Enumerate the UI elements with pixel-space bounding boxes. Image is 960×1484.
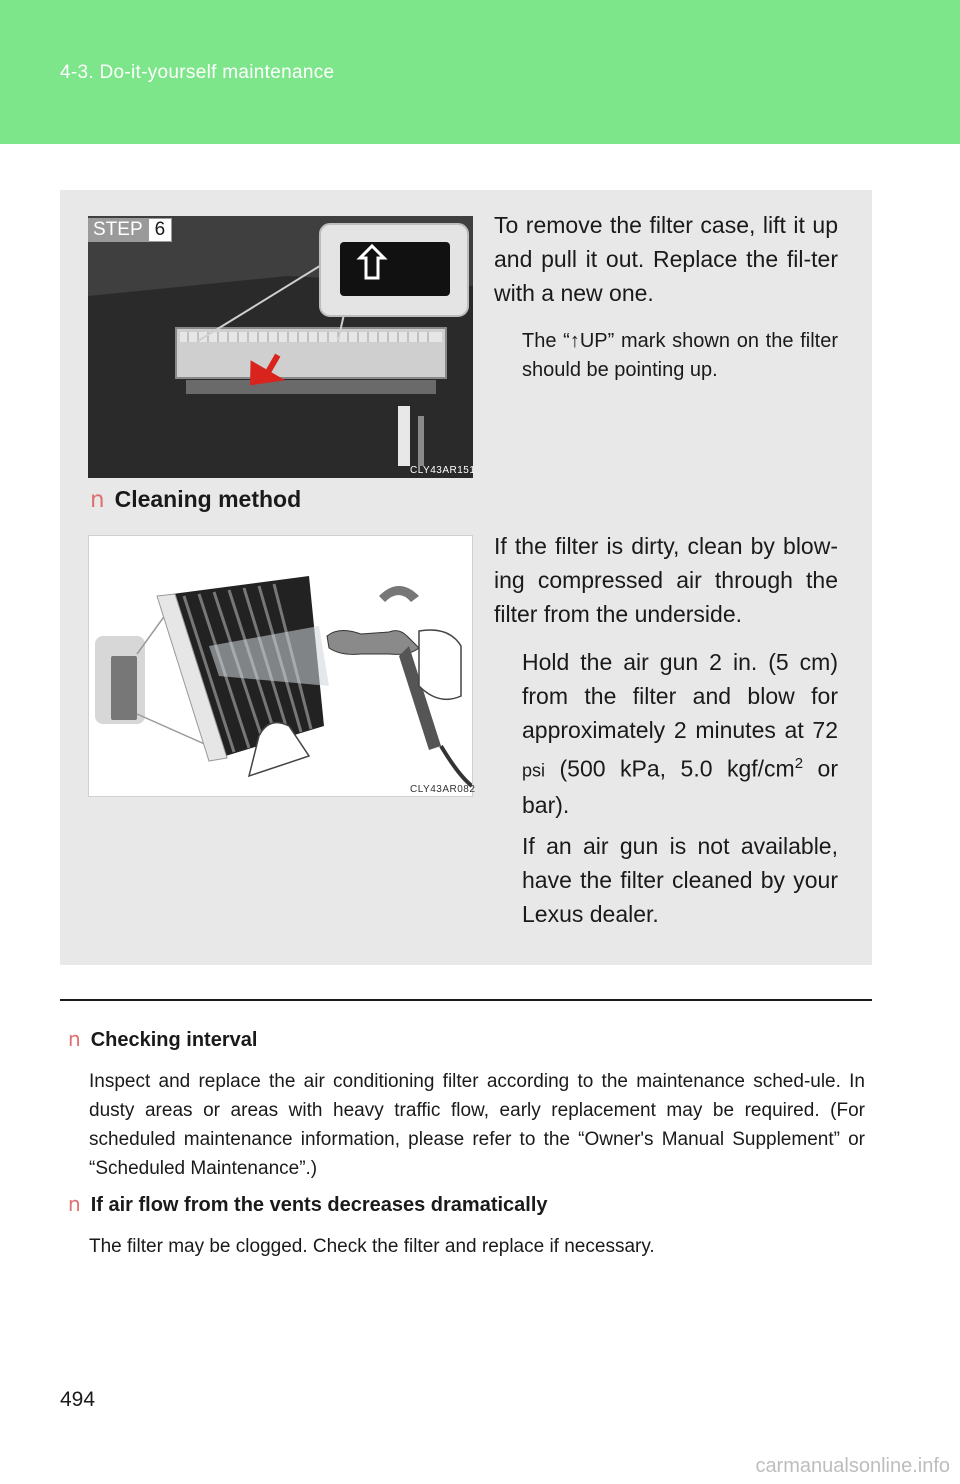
step6-note: The “↑UP” mark shown on the filter should be pointing up.	[522, 330, 838, 381]
checking-interval-text: Inspect and replace the air conditioning filter according to the maintenance sched-ule. In dusty areas or areas with heavy traffic flow, early replacement may be required. (For scheduled maintenance information, please refer to the “Owner's Manual Supplement” or “Scheduled Maintenance”.)	[89, 1071, 865, 1179]
filter-case-photo	[88, 216, 476, 478]
air-flow-title: If air flow from the vents decreases dramatically	[90, 1194, 548, 1216]
page-number: 494	[60, 1388, 96, 1411]
section-title: 4-3. Do-it-yourself maintenance	[60, 62, 335, 83]
bullet-icon: n	[90, 487, 105, 513]
air-flow-text: The filter may be clogged. Check the filter and replace if necessary.	[89, 1236, 655, 1257]
figure2-code: CLY43AR082	[410, 784, 476, 795]
squared-superscript: 2	[794, 755, 804, 772]
figure1-code: CLY43AR151	[410, 465, 476, 476]
bullet-icon: n	[68, 1192, 81, 1216]
air-gun-cleaning-illustration-frame	[88, 535, 476, 797]
filter-case-illustration	[88, 216, 476, 478]
psi-unit: psi	[522, 760, 546, 781]
cleaning-note-air-gun: Hold the air gun 2 in. (5 cm) from the filter and blow for approximately 2 minutes at 72 psi (500 kPa, 5.0 kgf/$cm^2$ or bar).	[522, 649, 838, 818]
checking-interval-heading	[68, 1027, 257, 1052]
cleaning-method-heading	[90, 486, 301, 513]
cleaning-note-dealer: If an air gun is not available, have the filter cleaned by your Lexus dealer.	[522, 833, 838, 927]
step-number: 6	[148, 218, 173, 242]
step-label: STEP	[88, 218, 148, 242]
checking-interval-title: Checking interval	[90, 1029, 258, 1051]
bullet-icon: n	[68, 1027, 81, 1051]
air-gun-cleaning-illustration	[89, 536, 472, 796]
page-header-band	[0, 0, 960, 144]
air-flow-heading	[68, 1192, 548, 1217]
cleaning-method-title: Cleaning method	[114, 486, 302, 512]
step-badge	[88, 218, 172, 242]
cleaning-text: If the filter is dirty, clean by blow-ing compressed air through the filter from the underside.	[494, 533, 838, 627]
watermark: carmanualsonline.info	[755, 1455, 950, 1477]
step6-text: To remove the filter case, lift it up and pull it out. Replace the fil-ter with a new one.	[494, 212, 838, 306]
section-divider	[60, 999, 872, 1001]
